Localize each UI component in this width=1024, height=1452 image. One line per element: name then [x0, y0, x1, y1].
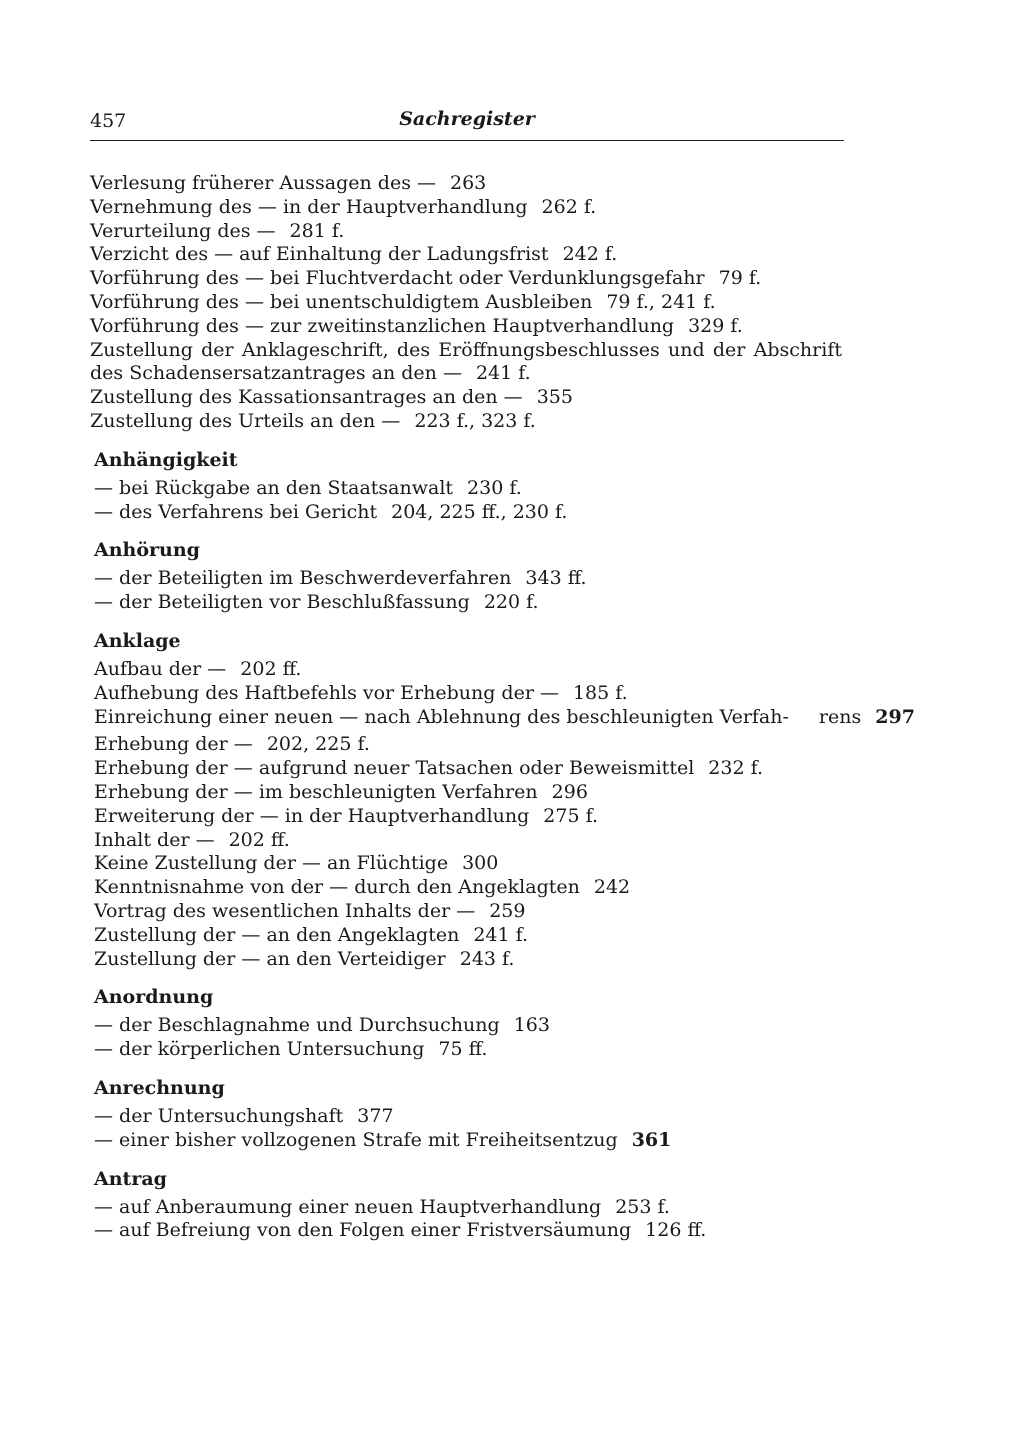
index-entry: Vorführung des — bei Fluchtverdacht oder Verdunklungsgefahr 79 f. [90, 267, 762, 290]
index-section-anhaengigkeit [90, 448, 850, 525]
index-content [90, 172, 915, 1243]
index-entry: Vernehmung des — in der Hauptverhandlung 262 f. [90, 195, 597, 218]
index-entry: — der Beschlagnahme und Durchsuchung 163 [94, 1014, 550, 1037]
index-entry: Zustellung der — an den Verteidiger 243 f. [94, 947, 515, 970]
index-entry: Vorführung des — bei unentschuldigtem Ausbleiben 79 f., 241 f. [90, 290, 716, 313]
section-heading: Antrag [94, 1167, 167, 1190]
page-header [90, 106, 844, 141]
index-entry: Vortrag des wesentlichen Inhalts der — 259 [94, 899, 526, 922]
section-heading: Anrechnung [94, 1076, 225, 1099]
index-section-anklage [90, 629, 915, 971]
index-entry: — auf Befreiung von den Folgen einer Fristversäumung 126 ff. [94, 1219, 707, 1242]
index-entry: Inhalt der — 202 ff. [94, 828, 290, 851]
index-entry: Erweiterung der — in der Hauptverhandlung 275 f. [94, 804, 598, 827]
section-heading: Anhängigkeit [94, 448, 238, 471]
index-entry: — auf Anberaumung einer neuen Hauptverhandlung 253 f. [94, 1195, 670, 1218]
index-entry: Zustellung des Kassationsantrages an den — 355 [90, 386, 573, 409]
index-entry: Keine Zustellung der — an Flüchtige 300 [94, 852, 499, 875]
index-entry: — des Verfahrens bei Gericht 204, 225 ff., 230 f. [94, 500, 568, 523]
index-entry: Zustellung der — an den Angeklagten 241 f. [94, 923, 529, 946]
index-entry: Kenntnisnahme von der — durch den Angeklagten 242 [94, 876, 631, 899]
index-entry: Erhebung der — aufgrund neuer Tatsachen oder Beweismittel 232 f. [94, 757, 763, 780]
index-section-anhoerung [90, 538, 850, 615]
page-number: 457 [90, 110, 127, 132]
section-heading: Anordnung [94, 986, 214, 1009]
index-entry: Einreichung einer neuen — nach Ablehnung des beschleunigten Verfah- rens 297 [94, 705, 915, 728]
index-entry: Aufbau der — 202 ff. [94, 657, 302, 680]
index-section-anrechnung [90, 1076, 850, 1153]
index-entry: Verzicht des — auf Einhaltung der Ladungsfrist 242 f. [90, 243, 618, 266]
index-entry: — einer bisher vollzogenen Strafe mit Freiheitsentzug 361 [94, 1128, 672, 1151]
index-entry: Zustellung des Urteils an den — 223 f., 323 f. [90, 409, 536, 432]
index-entry: Verlesung früherer Aussagen des — 263 [90, 172, 487, 194]
index-entry: — der Beteiligten im Beschwerdeverfahren 343 ff. [94, 567, 587, 590]
running-title: Sachregister [399, 108, 535, 130]
index-section-anordnung [90, 985, 850, 1062]
index-entry: — der körperlichen Untersuchung 75 ff. [94, 1038, 488, 1061]
index-entry: Verurteilung des — 281 f. [90, 219, 345, 242]
index-entry: — der Beteiligten vor Beschlußfassung 220 f. [94, 591, 539, 614]
index-entry: — bei Rückgabe an den Staatsanwalt 230 f. [94, 476, 522, 499]
section-heading: Anklage [94, 629, 181, 652]
index-entry: Erhebung der — 202, 225 f. [94, 733, 370, 756]
index-entry: Erhebung der — im beschleunigten Verfahren 296 [94, 780, 588, 803]
index-entry: Aufhebung des Haftbefehls vor Erhebung der — 185 f. [94, 681, 628, 704]
index-entry: — der Untersuchungshaft 377 [94, 1104, 394, 1127]
index-entry: Vorführung des — zur zweitinstanzlichen Hauptverhandlung 329 f. [90, 314, 743, 337]
section-heading: Anhörung [94, 539, 200, 562]
index-entry: Zustellung der Anklageschrift, des Eröffnungsbeschlusses und der Abschrift des Schadensersatzantrages an den — 241 f. [90, 338, 842, 385]
index-section-antrag [90, 1167, 850, 1244]
